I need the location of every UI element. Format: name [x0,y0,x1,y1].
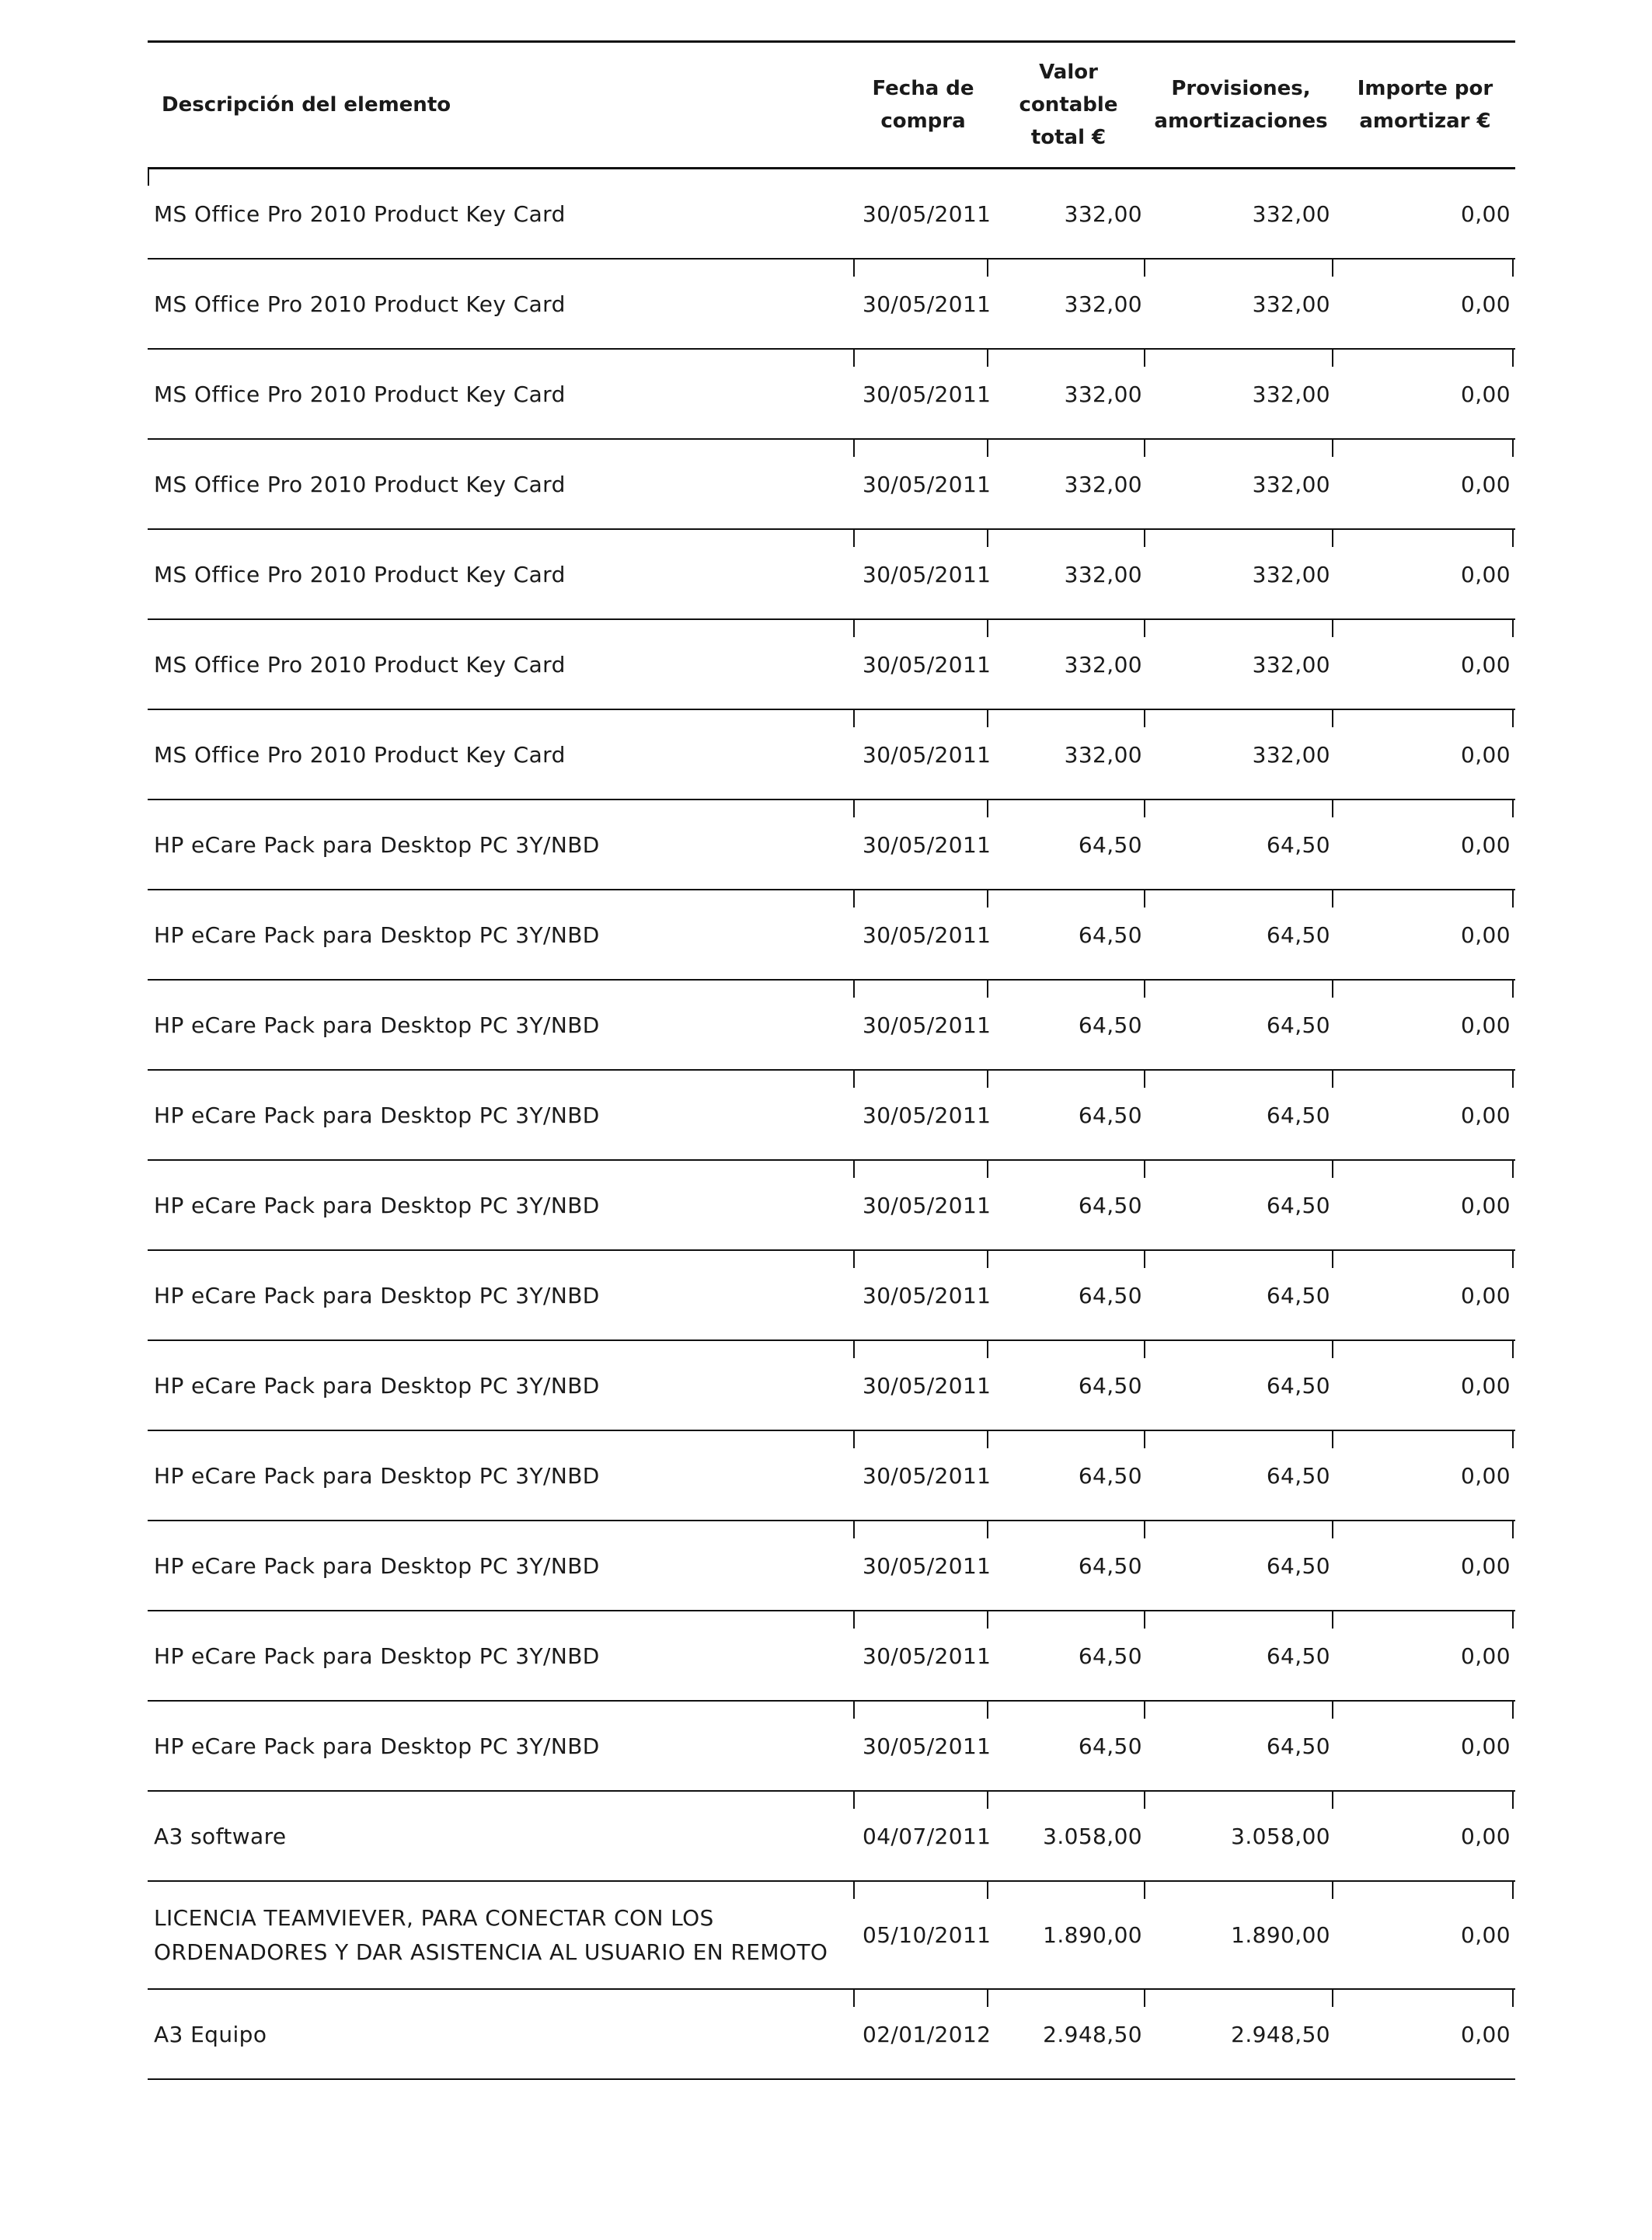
column-tick [1332,1521,1333,1538]
column-tick [1332,260,1333,277]
table-row [148,1341,1515,1431]
table-row [148,260,1515,350]
cell-date: 30/05/2011 [863,1552,992,1579]
cell-provisions: 64,50 [1266,1552,1330,1579]
column-tick [987,981,988,998]
cell-date: 02/01/2012 [863,2021,992,2047]
column-tick [1144,1071,1145,1088]
cell-description: MS Office Pro 2010 Product Key Card [154,741,566,768]
column-tick [1332,1431,1333,1448]
table-row [148,800,1515,890]
table-row [148,1702,1515,1792]
cell-remaining: 0,00 [1461,1462,1511,1489]
column-tick [1144,350,1145,367]
column-tick [987,530,988,547]
column-tick [1144,1611,1145,1629]
column-tick [1512,1521,1514,1538]
cell-provisions: 332,00 [1252,200,1330,227]
column-tick [987,1071,988,1088]
cell-provisions: 64,50 [1266,1192,1330,1218]
cell-description: HP eCare Pack para Desktop PC 3Y/NBD [154,1102,600,1128]
table-header [148,43,1515,169]
column-tick [1512,1990,1514,2007]
column-tick [1512,800,1514,817]
table-row [148,350,1515,440]
cell-value: 64,50 [1078,1733,1142,1759]
column-tick [1144,440,1145,457]
cell-description: A3 software [154,1823,287,1849]
column-tick [1512,981,1514,998]
column-tick [1512,1341,1514,1358]
table-row [148,1792,1515,1882]
cell-provisions: 332,00 [1252,561,1330,587]
column-tick [853,260,855,277]
row-corner-mark [148,169,149,186]
cell-provisions: 64,50 [1266,1102,1330,1128]
column-tick [1332,981,1333,998]
column-tick [1144,1702,1145,1719]
column-tick [853,890,855,907]
column-tick [1512,1161,1514,1178]
column-tick [1512,710,1514,727]
column-tick [1332,1071,1333,1088]
cell-date: 30/05/2011 [863,471,992,497]
cell-date: 30/05/2011 [863,1012,992,1038]
column-tick [1332,1990,1333,2007]
cell-date: 04/07/2011 [863,1823,992,1849]
cell-value: 332,00 [1064,471,1142,497]
cell-description: HP eCare Pack para Desktop PC 3Y/NBD [154,1643,600,1669]
column-tick [987,1611,988,1629]
table-row [148,620,1515,710]
cell-value: 2.948,50 [1043,2021,1142,2047]
cell-description: MS Office Pro 2010 Product Key Card [154,561,566,587]
header-date: Fecha de compra [872,77,974,133]
table-row [148,710,1515,800]
column-tick [1144,890,1145,907]
cell-provisions: 332,00 [1252,291,1330,317]
cell-value: 64,50 [1078,1192,1142,1218]
column-tick [1144,1990,1145,2007]
column-tick [1144,800,1145,817]
column-tick [1332,1882,1333,1899]
column-tick [987,440,988,457]
table-row [148,1431,1515,1521]
table-body [148,169,1515,2080]
cell-value: 64,50 [1078,1643,1142,1669]
column-tick [987,1792,988,1809]
cell-provisions: 64,50 [1266,1733,1330,1759]
column-tick [987,620,988,637]
cell-provisions: 64,50 [1266,1012,1330,1038]
cell-remaining: 0,00 [1461,1012,1511,1038]
cell-description: HP eCare Pack para Desktop PC 3Y/NBD [154,1012,600,1038]
cell-remaining: 0,00 [1461,200,1511,227]
cell-remaining: 0,00 [1461,921,1511,948]
column-tick [1144,620,1145,637]
header-description: Descripción del elemento [162,93,451,117]
cell-value: 64,50 [1078,1012,1142,1038]
cell-remaining: 0,00 [1461,1643,1511,1669]
header-value: Valor contable total € [1019,61,1118,149]
cell-remaining: 0,00 [1461,1552,1511,1579]
column-tick [1512,260,1514,277]
cell-remaining: 0,00 [1461,741,1511,768]
cell-provisions: 3.058,00 [1231,1823,1330,1849]
cell-provisions: 64,50 [1266,921,1330,948]
cell-description: HP eCare Pack para Desktop PC 3Y/NBD [154,921,600,948]
column-tick [853,1251,855,1268]
cell-provisions: 2.948,50 [1231,2021,1330,2047]
column-tick [853,710,855,727]
table-row [148,890,1515,981]
cell-value: 64,50 [1078,1282,1142,1308]
cell-remaining: 0,00 [1461,561,1511,587]
column-tick [853,1431,855,1448]
cell-value: 3.058,00 [1043,1823,1142,1849]
cell-description: MS Office Pro 2010 Product Key Card [154,471,566,497]
column-tick [853,1611,855,1629]
table-row [148,530,1515,620]
cell-date: 30/05/2011 [863,1102,992,1128]
cell-provisions: 64,50 [1266,1372,1330,1399]
cell-date: 30/05/2011 [863,831,992,858]
cell-description: HP eCare Pack para Desktop PC 3Y/NBD [154,1733,600,1759]
cell-value: 332,00 [1064,381,1142,407]
header-provisions: Provisiones, amortizaciones [1154,77,1328,133]
cell-date: 30/05/2011 [863,200,992,227]
column-tick [1512,1431,1514,1448]
column-tick [987,1161,988,1178]
column-tick [987,1702,988,1719]
cell-remaining: 0,00 [1461,471,1511,497]
cell-provisions: 332,00 [1252,471,1330,497]
column-tick [853,440,855,457]
column-tick [1512,1611,1514,1629]
cell-remaining: 0,00 [1461,1733,1511,1759]
cell-description: HP eCare Pack para Desktop PC 3Y/NBD [154,1462,600,1489]
cell-remaining: 0,00 [1461,1823,1511,1849]
column-tick [1332,1161,1333,1178]
cell-description: MS Office Pro 2010 Product Key Card [154,651,566,678]
cell-remaining: 0,00 [1461,1192,1511,1218]
column-tick [1512,890,1514,907]
table-row [148,981,1515,1071]
column-tick [1144,260,1145,277]
cell-provisions: 332,00 [1252,651,1330,678]
column-tick [1512,350,1514,367]
column-tick [1144,981,1145,998]
cell-value: 332,00 [1064,561,1142,587]
cell-provisions: 332,00 [1252,381,1330,407]
column-tick [1332,1702,1333,1719]
cell-date: 30/05/2011 [863,291,992,317]
column-tick [853,1702,855,1719]
column-tick [1512,1071,1514,1088]
table-row [148,1251,1515,1341]
column-tick [853,350,855,367]
table-row [148,1161,1515,1251]
column-tick [1144,1251,1145,1268]
cell-date: 30/05/2011 [863,381,992,407]
column-tick [987,1431,988,1448]
column-tick [1512,530,1514,547]
cell-date: 30/05/2011 [863,1192,992,1218]
column-tick [1512,620,1514,637]
column-tick [987,260,988,277]
column-tick [1144,1341,1145,1358]
header-remaining: Importe por amortizar € [1357,77,1493,133]
column-tick [1332,1611,1333,1629]
column-tick [987,1251,988,1268]
column-tick [1512,1882,1514,1899]
column-tick [853,620,855,637]
column-tick [853,530,855,547]
cell-description: HP eCare Pack para Desktop PC 3Y/NBD [154,1192,600,1218]
column-tick [853,1521,855,1538]
cell-remaining: 0,00 [1461,1282,1511,1308]
column-tick [853,1071,855,1088]
column-tick [1332,710,1333,727]
cell-provisions: 64,50 [1266,831,1330,858]
cell-description: A3 Equipo [154,2021,267,2047]
cell-date: 30/05/2011 [863,1372,992,1399]
cell-provisions: 64,50 [1266,1282,1330,1308]
asset-table [148,40,1515,2080]
column-tick [853,1882,855,1899]
cell-value: 64,50 [1078,831,1142,858]
cell-provisions: 332,00 [1252,741,1330,768]
column-tick [987,1341,988,1358]
column-tick [987,350,988,367]
cell-remaining: 0,00 [1461,831,1511,858]
column-tick [853,1161,855,1178]
cell-remaining: 0,00 [1461,2021,1511,2047]
cell-value: 64,50 [1078,921,1142,948]
table-row [148,169,1515,260]
column-tick [1332,350,1333,367]
cell-remaining: 0,00 [1461,1922,1511,1948]
cell-provisions: 64,50 [1266,1643,1330,1669]
column-tick [987,1882,988,1899]
column-tick [853,981,855,998]
column-tick [1144,1521,1145,1538]
cell-value: 332,00 [1064,200,1142,227]
cell-date: 30/05/2011 [863,1643,992,1669]
table-row [148,1611,1515,1702]
cell-description: MS Office Pro 2010 Product Key Card [154,200,566,227]
cell-description: MS Office Pro 2010 Product Key Card [154,381,566,407]
column-tick [1332,800,1333,817]
column-tick [853,1990,855,2007]
cell-description: MS Office Pro 2010 Product Key Card [154,291,566,317]
cell-remaining: 0,00 [1461,381,1511,407]
cell-description: HP eCare Pack para Desktop PC 3Y/NBD [154,1552,600,1579]
column-tick [1512,1251,1514,1268]
column-tick [1512,1702,1514,1719]
column-tick [1332,620,1333,637]
cell-remaining: 0,00 [1461,1372,1511,1399]
cell-description: HP eCare Pack para Desktop PC 3Y/NBD [154,831,600,858]
column-tick [1144,1792,1145,1809]
cell-description: LICENCIA TEAMVIEVER, PARA CONECTAR CON LOS ORDENADORES Y DAR ASISTENCIA AL USUARIO EN REMOTO [154,1904,828,1965]
column-tick [1332,1341,1333,1358]
cell-date: 30/05/2011 [863,651,992,678]
column-tick [987,890,988,907]
cell-value: 332,00 [1064,291,1142,317]
cell-value: 64,50 [1078,1102,1142,1128]
column-tick [987,800,988,817]
cell-date: 30/05/2011 [863,1733,992,1759]
cell-value: 332,00 [1064,651,1142,678]
cell-provisions: 64,50 [1266,1462,1330,1489]
column-tick [1144,710,1145,727]
column-tick [1332,440,1333,457]
cell-description: HP eCare Pack para Desktop PC 3Y/NBD [154,1282,600,1308]
column-tick [1332,530,1333,547]
column-tick [853,1792,855,1809]
column-tick [987,1521,988,1538]
column-tick [1512,1792,1514,1809]
column-tick [1332,1251,1333,1268]
column-tick [1144,530,1145,547]
column-tick [1512,440,1514,457]
column-tick [1144,1161,1145,1178]
table-row [148,1882,1515,1990]
cell-value: 64,50 [1078,1372,1142,1399]
cell-date: 30/05/2011 [863,1462,992,1489]
column-tick [987,1990,988,2007]
cell-description: HP eCare Pack para Desktop PC 3Y/NBD [154,1372,600,1399]
table-row [148,1071,1515,1161]
cell-date: 05/10/2011 [863,1922,992,1948]
cell-remaining: 0,00 [1461,651,1511,678]
table-row [148,1521,1515,1611]
cell-remaining: 0,00 [1461,291,1511,317]
cell-provisions: 1.890,00 [1231,1922,1330,1948]
column-tick [1144,1882,1145,1899]
table-row [148,440,1515,530]
table-row [148,1990,1515,2080]
column-tick [853,800,855,817]
cell-value: 64,50 [1078,1552,1142,1579]
cell-date: 30/05/2011 [863,1282,992,1308]
cell-remaining: 0,00 [1461,1102,1511,1128]
cell-value: 332,00 [1064,741,1142,768]
column-tick [1332,890,1333,907]
column-tick [1332,1792,1333,1809]
cell-date: 30/05/2011 [863,561,992,587]
column-tick [987,710,988,727]
cell-date: 30/05/2011 [863,921,992,948]
column-tick [853,1341,855,1358]
cell-value: 1.890,00 [1043,1922,1142,1948]
column-tick [1144,1431,1145,1448]
cell-value: 64,50 [1078,1462,1142,1489]
cell-date: 30/05/2011 [863,741,992,768]
